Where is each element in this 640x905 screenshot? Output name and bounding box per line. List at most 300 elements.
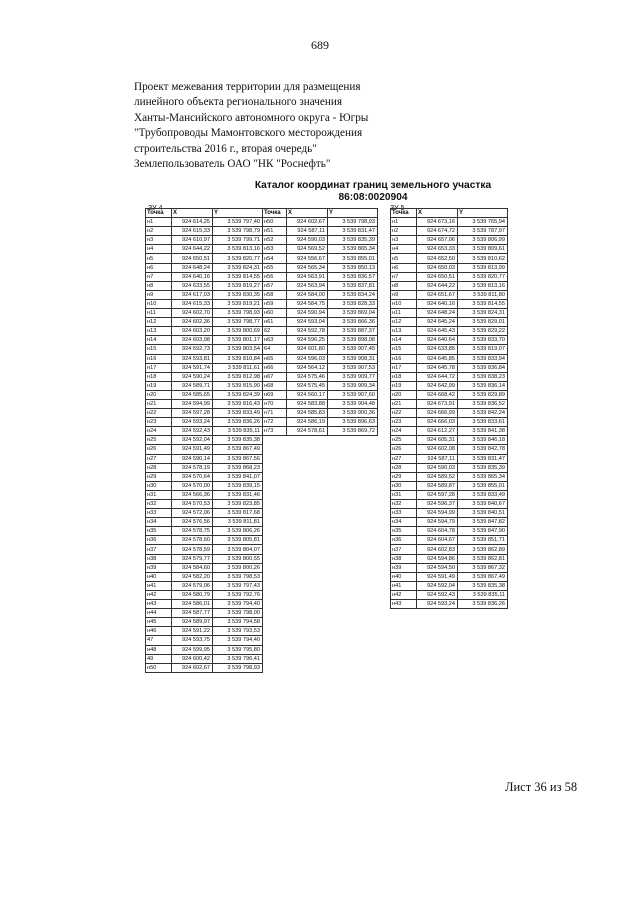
x-cell: 924 592,78 — [287, 327, 328, 336]
y-cell: 3 539 794,40 — [213, 600, 263, 609]
y-cell: 3 539 862,89 — [458, 545, 508, 554]
point-cell: н32 — [146, 500, 172, 509]
y-cell: 3 539 793,53 — [213, 627, 263, 636]
x-cell: 924 657,06 — [417, 236, 458, 245]
table-row — [263, 381, 378, 390]
point-cell: н30 — [146, 481, 172, 490]
x-cell: 924 653,33 — [417, 245, 458, 254]
point-cell: н13 — [391, 327, 417, 336]
x-cell: 924 572,06 — [172, 509, 213, 518]
y-cell: 3 539 836,14 — [458, 381, 508, 390]
table-row — [391, 318, 508, 327]
x-cell: 924 645,24 — [417, 318, 458, 327]
table-row — [146, 372, 263, 381]
point-cell: 64 — [263, 345, 287, 354]
x-cell: 924 566,36 — [172, 490, 213, 499]
y-cell: 3 539 836,84 — [458, 363, 508, 372]
y-cell: 3 539 795,80 — [213, 645, 263, 654]
y-cell: 3 539 907,60 — [328, 390, 378, 399]
y-cell: 3 539 814,55 — [213, 272, 263, 281]
point-cell: н72 — [263, 418, 287, 427]
x-cell: 924 570,64 — [172, 472, 213, 481]
table-row — [391, 399, 508, 408]
point-cell: н40 — [391, 572, 417, 581]
y-cell: 3 539 835,11 — [213, 427, 263, 436]
table-row — [391, 345, 508, 354]
y-cell: 3 539 799,71 — [213, 236, 263, 245]
y-cell: 3 539 851,71 — [458, 536, 508, 545]
x-cell: 924 584,00 — [287, 290, 328, 299]
point-cell: н51 — [263, 227, 287, 236]
y-cell: 3 539 811,81 — [213, 518, 263, 527]
x-cell: 924 590,24 — [172, 372, 213, 381]
table-row — [391, 409, 508, 418]
x-cell: 924 586,01 — [172, 600, 213, 609]
y-cell: 3 539 831,47 — [458, 454, 508, 463]
table-row — [391, 436, 508, 445]
y-cell: 3 539 798,93 — [328, 218, 378, 227]
x-cell: 924 640,64 — [417, 336, 458, 345]
x-cell: 924 601,80 — [287, 345, 328, 354]
table-row — [391, 509, 508, 518]
table-row — [146, 572, 263, 581]
y-cell: 3 539 869,72 — [328, 427, 378, 436]
point-cell: н12 — [146, 318, 172, 327]
table-row — [146, 381, 263, 390]
x-cell: 924 612,27 — [417, 427, 458, 436]
table-row — [146, 436, 263, 445]
table-row — [263, 299, 378, 308]
y-cell: 3 539 834,24 — [328, 290, 378, 299]
table-row — [391, 272, 508, 281]
table-row — [146, 627, 263, 636]
y-cell: 3 539 794,40 — [213, 636, 263, 645]
x-cell: 924 648,24 — [417, 309, 458, 318]
table-row — [146, 481, 263, 490]
y-cell: 3 539 909,77 — [328, 372, 378, 381]
x-cell: 924 580,79 — [172, 590, 213, 599]
y-cell: 3 539 801,17 — [213, 336, 263, 345]
x-cell: 924 570,53 — [172, 500, 213, 509]
x-cell: 924 579,06 — [172, 581, 213, 590]
table-row — [263, 327, 378, 336]
x-cell: 924 586,19 — [287, 418, 328, 427]
point-cell: н9 — [391, 290, 417, 299]
point-cell: н34 — [391, 518, 417, 527]
x-cell: 924 578,59 — [172, 545, 213, 554]
x-cell: 924 652,50 — [417, 254, 458, 263]
x-cell: 924 591,74 — [172, 363, 213, 372]
point-cell: н33 — [146, 509, 172, 518]
table-row — [263, 254, 378, 263]
y-cell: 3 539 831,47 — [328, 227, 378, 236]
point-cell: н39 — [391, 563, 417, 572]
point-cell: н6 — [146, 263, 172, 272]
table-row — [146, 663, 263, 672]
table-row — [146, 399, 263, 408]
x-cell: 924 590,94 — [287, 309, 328, 318]
table-row — [146, 618, 263, 627]
x-cell: 924 594,99 — [417, 509, 458, 518]
y-cell: 3 539 842,24 — [458, 409, 508, 418]
point-cell: н70 — [263, 399, 287, 408]
table-row — [146, 281, 263, 290]
y-cell: 3 539 797,43 — [213, 581, 263, 590]
y-cell: 3 539 841,38 — [458, 427, 508, 436]
point-cell: н53 — [263, 245, 287, 254]
y-cell: 3 539 820,77 — [213, 254, 263, 263]
y-cell: 3 539 805,81 — [213, 536, 263, 545]
y-cell: 3 539 835,38 — [213, 436, 263, 445]
table-row — [146, 263, 263, 272]
y-cell: 3 539 828,33 — [328, 299, 378, 308]
point-cell: н9 — [146, 290, 172, 299]
x-cell: 924 610,97 — [172, 236, 213, 245]
project-header — [134, 80, 494, 172]
table-row — [146, 527, 263, 536]
x-cell: 924 645,43 — [417, 327, 458, 336]
point-cell: н38 — [146, 554, 172, 563]
sheet-footer: Лист 36 из 58 — [505, 780, 578, 794]
table-row — [391, 299, 508, 308]
point-cell: н18 — [146, 372, 172, 381]
table-row — [146, 390, 263, 399]
y-cell: 3 539 800,55 — [213, 554, 263, 563]
y-cell: 3 539 907,45 — [328, 345, 378, 354]
y-cell: 3 539 907,53 — [328, 363, 378, 372]
point-cell: н20 — [391, 390, 417, 399]
y-cell: 3 539 798,53 — [213, 572, 263, 581]
x-cell: 924 602,36 — [172, 318, 213, 327]
table-row — [391, 572, 508, 581]
table-row — [146, 309, 263, 318]
x-cell: 924 589,52 — [417, 472, 458, 481]
table-row — [263, 427, 378, 436]
point-cell: н23 — [391, 418, 417, 427]
x-cell: 924 576,56 — [172, 518, 213, 527]
table-row — [263, 418, 378, 427]
point-cell: н35 — [391, 527, 417, 536]
point-cell: н16 — [146, 354, 172, 363]
y-cell: 3 539 855,01 — [328, 254, 378, 263]
col-header-point: Точка — [391, 209, 417, 218]
table-row — [146, 236, 263, 245]
x-cell: 924 666,03 — [417, 418, 458, 427]
y-cell: 3 539 866,36 — [328, 318, 378, 327]
table-row — [146, 272, 263, 281]
table-row — [146, 454, 263, 463]
table-row — [146, 418, 263, 427]
table-row — [263, 318, 378, 327]
point-cell: н1 — [391, 218, 417, 227]
table-row — [391, 263, 508, 272]
table-row — [263, 227, 378, 236]
point-cell: н21 — [146, 399, 172, 408]
header-line: Землепользователь ОАО "НК "Роснефть" — [134, 158, 331, 171]
x-cell: 924 668,42 — [417, 390, 458, 399]
y-cell: 3 539 833,94 — [458, 354, 508, 363]
y-cell: 3 539 794,58 — [213, 618, 263, 627]
table-row — [146, 581, 263, 590]
x-cell: 924 602,67 — [172, 663, 213, 672]
point-cell: н37 — [146, 545, 172, 554]
point-cell: н43 — [146, 600, 172, 609]
point-cell: н46 — [146, 627, 172, 636]
table-row — [263, 336, 378, 345]
point-cell: н38 — [391, 554, 417, 563]
table-row — [263, 372, 378, 381]
y-cell: 3 539 887,37 — [328, 327, 378, 336]
y-cell: 3 539 765,94 — [458, 218, 508, 227]
x-cell: 924 644,22 — [417, 281, 458, 290]
x-cell: 924 590,03 — [417, 463, 458, 472]
x-cell: 924 673,91 — [417, 399, 458, 408]
point-cell: н13 — [146, 327, 172, 336]
y-cell: 3 539 836,26 — [213, 418, 263, 427]
x-cell: 924 575,45 — [287, 381, 328, 390]
point-cell: н14 — [146, 336, 172, 345]
point-cell: н11 — [391, 309, 417, 318]
y-cell: 3 539 839,15 — [213, 481, 263, 490]
x-cell: 924 633,55 — [172, 281, 213, 290]
table-row — [391, 354, 508, 363]
table-row — [263, 245, 378, 254]
x-cell: 924 596,37 — [417, 500, 458, 509]
y-cell: 3 539 796,41 — [213, 654, 263, 663]
table-row — [146, 545, 263, 554]
x-cell: 924 596,03 — [287, 354, 328, 363]
col-header-y: Y — [213, 209, 263, 218]
point-cell: н45 — [146, 618, 172, 627]
y-cell: 3 539 835,38 — [458, 581, 508, 590]
col-header-x: X — [287, 209, 328, 218]
table-row — [146, 227, 263, 236]
point-cell: н7 — [146, 272, 172, 281]
table-row — [391, 463, 508, 472]
point-cell: н2 — [391, 227, 417, 236]
x-cell: 924 584,75 — [287, 299, 328, 308]
table-row — [263, 390, 378, 399]
point-cell: н58 — [263, 290, 287, 299]
x-cell: 924 564,12 — [287, 363, 328, 372]
point-cell: н43 — [391, 600, 417, 609]
y-cell: 3 539 813,99 — [458, 263, 508, 272]
page-number: 689 — [311, 38, 329, 52]
col-header-y: Y — [458, 209, 508, 218]
table-row — [263, 272, 378, 281]
table-row — [146, 554, 263, 563]
table-row — [146, 518, 263, 527]
x-cell: 924 590,14 — [172, 454, 213, 463]
y-cell: 3 539 847,90 — [458, 527, 508, 536]
x-cell: 924 599,95 — [172, 645, 213, 654]
table-row — [146, 336, 263, 345]
table-row — [391, 500, 508, 509]
y-cell: 3 539 811,61 — [213, 363, 263, 372]
point-cell: н17 — [391, 363, 417, 372]
point-cell: н1 — [146, 218, 172, 227]
y-cell: 3 539 841,07 — [213, 472, 263, 481]
y-cell: 3 539 840,67 — [458, 500, 508, 509]
y-cell: 3 539 831,46 — [213, 490, 263, 499]
y-cell: 3 539 869,04 — [328, 309, 378, 318]
y-cell: 3 539 819,21 — [213, 299, 263, 308]
y-cell: 3 539 804,07 — [213, 545, 263, 554]
table-row — [146, 254, 263, 263]
y-cell: 3 539 797,40 — [213, 218, 263, 227]
point-cell: н27 — [391, 454, 417, 463]
table-row — [391, 372, 508, 381]
table-row — [391, 281, 508, 290]
x-cell: 924 674,72 — [417, 227, 458, 236]
y-cell: 3 539 809,61 — [458, 245, 508, 254]
point-cell: н31 — [146, 490, 172, 499]
point-cell: н69 — [263, 390, 287, 399]
table-row — [146, 509, 263, 518]
table-row — [391, 545, 508, 554]
x-cell: 924 650,03 — [417, 263, 458, 272]
x-cell: 924 602,67 — [287, 218, 328, 227]
y-cell: 3 539 896,63 — [328, 418, 378, 427]
x-cell: 924 570,00 — [172, 481, 213, 490]
x-cell: 924 589,87 — [417, 481, 458, 490]
table-row — [391, 227, 508, 236]
y-cell: 3 539 837,81 — [328, 281, 378, 290]
table-row — [391, 518, 508, 527]
point-cell: н44 — [146, 609, 172, 618]
point-cell: н24 — [391, 427, 417, 436]
y-cell: 3 539 820,77 — [458, 272, 508, 281]
y-cell: 3 539 787,97 — [458, 227, 508, 236]
y-cell: 3 539 836,57 — [328, 272, 378, 281]
point-cell: н24 — [146, 427, 172, 436]
y-cell: 3 539 865,34 — [458, 472, 508, 481]
x-cell: 924 593,75 — [172, 636, 213, 645]
y-cell: 3 539 819,07 — [458, 345, 508, 354]
table-row — [146, 363, 263, 372]
y-cell: 3 539 817,68 — [213, 509, 263, 518]
table-row — [146, 463, 263, 472]
y-cell: 3 539 904,48 — [328, 399, 378, 408]
catalog-title-block — [228, 180, 518, 204]
x-cell: 924 615,33 — [172, 227, 213, 236]
y-cell: 3 539 855,01 — [458, 481, 508, 490]
y-cell: 3 539 824,39 — [213, 390, 263, 399]
y-cell: 3 539 833,61 — [458, 418, 508, 427]
table-row — [263, 281, 378, 290]
point-cell: н4 — [146, 245, 172, 254]
table-row — [146, 409, 263, 418]
point-cell: н48 — [146, 645, 172, 654]
x-cell: 924 565,34 — [287, 263, 328, 272]
table-row — [391, 454, 508, 463]
y-cell: 3 539 800,26 — [213, 563, 263, 572]
y-cell: 3 539 815,90 — [213, 381, 263, 390]
point-cell: н2 — [146, 227, 172, 236]
table-row — [263, 409, 378, 418]
y-cell: 3 539 810,62 — [458, 254, 508, 263]
x-cell: 924 644,72 — [417, 372, 458, 381]
header-line: Ханты-Мансийского автономного округа - Югры — [134, 111, 369, 124]
x-cell: 924 604,67 — [417, 536, 458, 545]
table-row — [391, 336, 508, 345]
y-cell: 3 539 813,16 — [458, 281, 508, 290]
y-cell: 3 539 846,18 — [458, 436, 508, 445]
y-cell: 3 539 833,49 — [213, 409, 263, 418]
table-row — [391, 236, 508, 245]
table-row — [391, 536, 508, 545]
x-cell: 924 589,71 — [172, 381, 213, 390]
point-cell: н17 — [146, 363, 172, 372]
x-cell: 924 597,28 — [417, 490, 458, 499]
point-cell: н42 — [391, 590, 417, 599]
x-cell: 924 578,60 — [172, 536, 213, 545]
point-cell: н19 — [146, 381, 172, 390]
y-cell: 3 539 867,56 — [213, 454, 263, 463]
point-cell: н52 — [263, 236, 287, 245]
point-cell: н68 — [263, 381, 287, 390]
point-cell: н29 — [146, 472, 172, 481]
table-row — [146, 472, 263, 481]
table-row — [391, 563, 508, 572]
table-row — [391, 363, 508, 372]
point-cell: н32 — [391, 500, 417, 509]
x-cell: 924 596,25 — [287, 336, 328, 345]
zu5-table — [390, 208, 508, 609]
col-header-point: Точка — [263, 209, 287, 218]
point-cell: н66 — [263, 363, 287, 372]
point-cell: н10 — [146, 299, 172, 308]
point-cell: н36 — [146, 536, 172, 545]
point-cell: н15 — [391, 345, 417, 354]
point-cell: н8 — [146, 281, 172, 290]
y-cell: 3 539 824,31 — [458, 309, 508, 318]
point-cell: н54 — [263, 254, 287, 263]
x-cell: 924 615,33 — [172, 299, 213, 308]
x-cell: 924 594,79 — [417, 518, 458, 527]
y-cell: 3 539 798,79 — [213, 227, 263, 236]
table-row — [263, 363, 378, 372]
x-cell: 924 579,77 — [172, 554, 213, 563]
x-cell: 924 583,88 — [287, 399, 328, 408]
table-row — [391, 290, 508, 299]
point-cell: н21 — [391, 399, 417, 408]
point-cell: н42 — [146, 590, 172, 599]
y-cell: 3 539 830,35 — [213, 290, 263, 299]
col-header-point: Точка — [146, 209, 172, 218]
x-cell: 924 614,25 — [172, 218, 213, 227]
x-cell: 924 594,50 — [417, 563, 458, 572]
point-cell: 47 — [146, 636, 172, 645]
table-row — [391, 600, 508, 609]
header-line: линейного объекта регионального значения — [134, 96, 343, 109]
x-cell: 924 673,16 — [417, 218, 458, 227]
point-cell: н5 — [391, 254, 417, 263]
point-cell: н29 — [391, 472, 417, 481]
point-cell: н35 — [146, 527, 172, 536]
table-row — [263, 263, 378, 272]
x-cell: 924 590,03 — [287, 236, 328, 245]
point-cell: н71 — [263, 409, 287, 418]
point-cell: 62 — [263, 327, 287, 336]
point-cell: 49 — [146, 654, 172, 663]
y-cell: 3 539 867,49 — [458, 572, 508, 581]
table-header-row — [146, 209, 263, 218]
header-line: Проект межевания территории для размещения — [134, 81, 361, 93]
table-row — [391, 490, 508, 499]
point-cell: н7 — [391, 272, 417, 281]
table-row — [391, 327, 508, 336]
